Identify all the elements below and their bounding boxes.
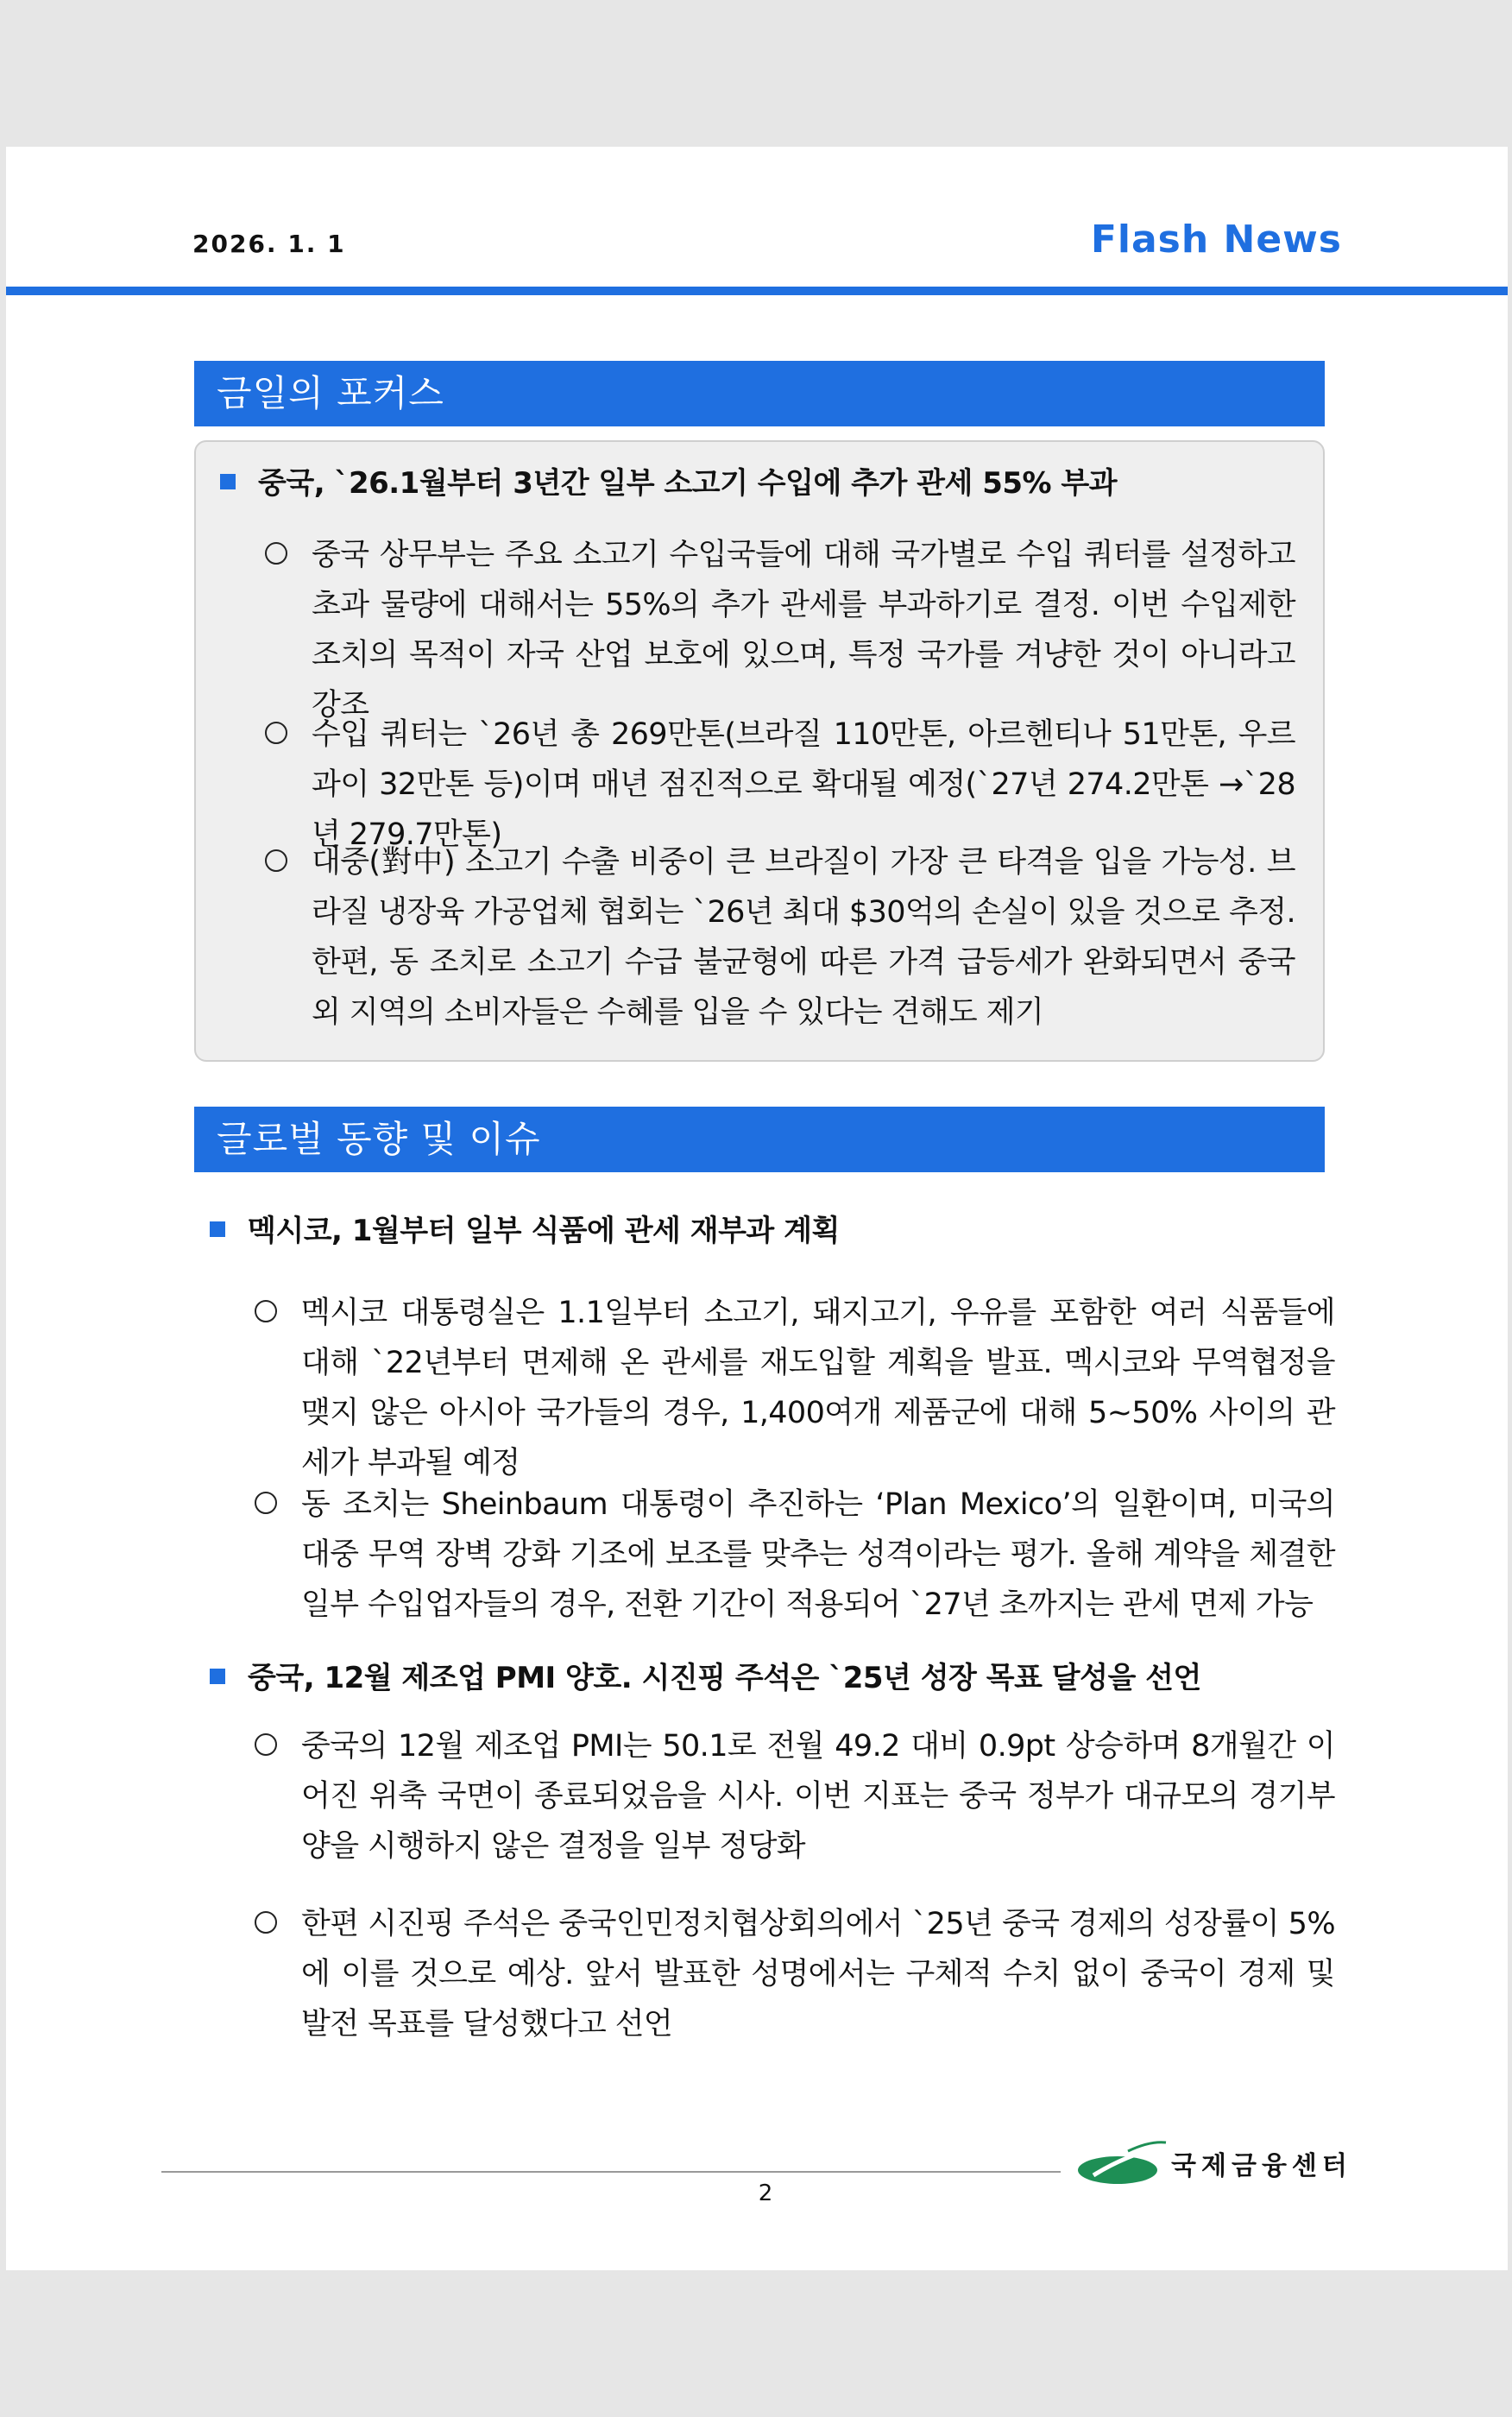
focus-item-text: 수입 쿼터는 `26년 총 269만톤(브라질 110만톤, 아르헨티나 51만톤, 우르과이 32만톤 등)이며 매년 점진적으로 확대될 예정(`27년 274.2만톤 →`28년 279.7만톤): [312, 717, 1295, 852]
topic-item-text: 중국의 12월 제조업 PMI는 50.1로 전월 49.2 대비 0.9pt 상승하며 8개월간 이어진 위축 국면이 종료되었음을 시사. 이번 지표는 중국 정부가 대규모의 경기부양을 시행하지 않은 결정을 일부 정당화: [301, 1729, 1335, 1864]
section-header-focus: 금일의 포커스: [194, 361, 1325, 426]
focus-headline: [220, 459, 1117, 502]
topic-headline-text: 멕시코, 1월부터 일부 식품에 관세 재부과 계획: [248, 1214, 840, 1248]
circle-bullet-icon: [265, 542, 287, 565]
focus-item: [312, 530, 1295, 730]
square-bullet-icon: [220, 474, 236, 489]
circle-bullet-icon: [255, 1733, 277, 1756]
topic-headline: [210, 1207, 840, 1249]
topic-item-text: 동 조치는 Sheinbaum 대통령이 추진하는 ‘Plan Mexico’의 일환이며, 미국의 대중 무역 장벽 강화 기조에 보조를 맞추는 성격이라는 평가. 올해 계약을 체결한 일부 수입업자들의 경우, 전환 기간이 적용되어 `27년 초까지는 관세 면제 가능: [301, 1487, 1335, 1622]
focus-item-text: 대중(對中) 소고기 수출 비중이 큰 브라질이 가장 큰 타격을 입을 가능성. 브라질 냉장육 가공업체 협회는 `26년 최대 $30억의 손실이 있을 것으로 추정. 한편, 동 조치로 소고기 수급 불균형에 따른 가격 급등세가 완화되면서 중국 외 지역의 소비자들은 수혜를 입을 수 있다는 견해도 제기: [312, 845, 1295, 1030]
footer-rule: [161, 2171, 1061, 2173]
topic-item-text: 멕시코 대통령실은 1.1일부터 소고기, 돼지고기, 우유를 포함한 여러 식품들에 대해 `22년부터 면제해 온 관세를 재도입할 계획을 발표. 멕시코와 무역협정을 맺지 않은 아시아 국가들의 경우, 1,400여개 제품군에 대해 5~50% 사이의 관세가 부과될 예정: [301, 1296, 1335, 1480]
topic-headline: [210, 1654, 1201, 1696]
focus-item-text: 중국 상무부는 주요 소고기 수입국들에 대해 국가별로 수입 쿼터를 설정하고 초과 물량에 대해서는 55%의 추가 관세를 부과하기로 결정. 이번 수입제한 조치의 목적이 자국 산업 보호에 있으며, 특정 국가를 겨냥한 것이 아니라고 강조: [312, 538, 1295, 723]
topic-item: [301, 1721, 1335, 1871]
focus-item: [312, 837, 1295, 1038]
topic-item: [301, 1288, 1335, 1488]
org-logo-icon: [1076, 2139, 1171, 2191]
circle-bullet-icon: [265, 722, 287, 744]
circle-bullet-icon: [255, 1911, 277, 1934]
focus-headline-text: 중국, `26.1월부터 3년간 일부 소고기 수입에 추가 관세 55% 부과: [258, 466, 1118, 501]
topic-item-text: 한편 시진핑 주석은 중국인민정치협상회의에서 `25년 중국 경제의 성장률이 5%에 이를 것으로 예상. 앞서 발표한 성명에서는 구체적 수치 없이 중국이 경제 및 발전 목표를 달성했다고 선언: [301, 1907, 1335, 2042]
topic-item: [301, 1899, 1335, 2049]
report-date: 2026. 1. 1: [192, 230, 346, 258]
topic-headline-text: 중국, 12월 제조업 PMI 양호. 시진핑 주석은 `25년 성장 목표 달성을 선언: [248, 1661, 1201, 1695]
brand-title: Flash News: [1090, 218, 1342, 262]
circle-bullet-icon: [255, 1300, 277, 1322]
topic-item: [301, 1480, 1335, 1630]
section-header-global: 글로벌 동향 및 이슈: [194, 1107, 1325, 1172]
circle-bullet-icon: [265, 849, 287, 872]
square-bullet-icon: [210, 1669, 225, 1684]
document-page: [6, 147, 1508, 2270]
circle-bullet-icon: [255, 1492, 277, 1514]
square-bullet-icon: [210, 1221, 225, 1237]
page-number: 2: [758, 2180, 773, 2206]
header-rule: [6, 287, 1508, 295]
org-name: 국제금융센터: [1171, 2151, 1352, 2181]
